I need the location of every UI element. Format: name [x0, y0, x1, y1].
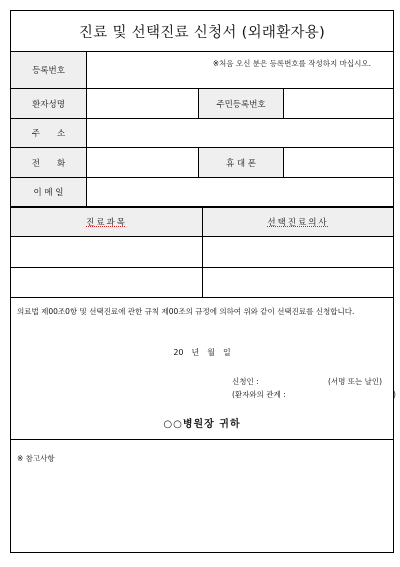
resident-no-label: 주민등록번호 [199, 89, 284, 118]
doctor-field[interactable] [203, 268, 393, 297]
selection-row [11, 268, 393, 298]
reg-no-field[interactable] [87, 52, 393, 88]
registration-row [11, 52, 393, 89]
dept-header [11, 208, 203, 236]
email-row [11, 178, 393, 207]
address-field[interactable] [87, 119, 393, 147]
selection-header-row [11, 207, 393, 237]
doctor-header-text: 선택진료의사 [267, 218, 329, 228]
application-form [10, 10, 394, 553]
phone-row [11, 148, 393, 178]
statement-text: 의료법 제00조0항 및 선택진료에 관한 규칙 제00조의 규정에 의하여 위와 같이 선택진료를 신청합니다. [17, 307, 355, 316]
patient-name-field[interactable] [87, 89, 199, 118]
doctor-field[interactable] [203, 237, 393, 267]
address-label: 주 소 [11, 119, 87, 147]
reg-no-note: ※처음 오신 분은 등록번호를 작성하지 마십시오. [212, 59, 371, 68]
reg-no-label: 등록번호 [11, 52, 87, 88]
form-title: 진료 및 선택진료 신청서 (외래환자용) [78, 24, 326, 41]
phone-field[interactable] [87, 148, 199, 177]
relation-close: ) [393, 390, 396, 399]
mobile-field[interactable] [284, 148, 393, 177]
dept-header-text: 진료과목 [86, 218, 127, 228]
dept-field[interactable] [11, 268, 203, 297]
applicant-label: 신청인 : [232, 377, 259, 386]
email-field[interactable] [87, 178, 393, 206]
reference-note: ※ 참고사항 [17, 454, 55, 463]
resident-no-field[interactable] [284, 89, 393, 118]
email-label: 이 메 일 [11, 178, 87, 206]
date-line: 20 년 월 일 [173, 348, 231, 357]
patient-name-label: 환자성명 [11, 89, 87, 118]
selection-row [11, 237, 393, 268]
mobile-label: 휴 대 폰 [199, 148, 284, 177]
phone-label: 전 화 [11, 148, 87, 177]
patient-row [11, 89, 393, 119]
doctor-header [203, 208, 393, 236]
applicant-block [232, 375, 396, 401]
relation-label: (환자와의 관계 : [232, 390, 286, 399]
sign-note: (서명 또는 날인) [328, 377, 383, 386]
addressee: ○○병원장 귀하 [163, 419, 241, 430]
form-title-row [11, 11, 393, 52]
reference-divider [11, 439, 393, 440]
address-row [11, 119, 393, 148]
dept-field[interactable] [11, 237, 203, 267]
